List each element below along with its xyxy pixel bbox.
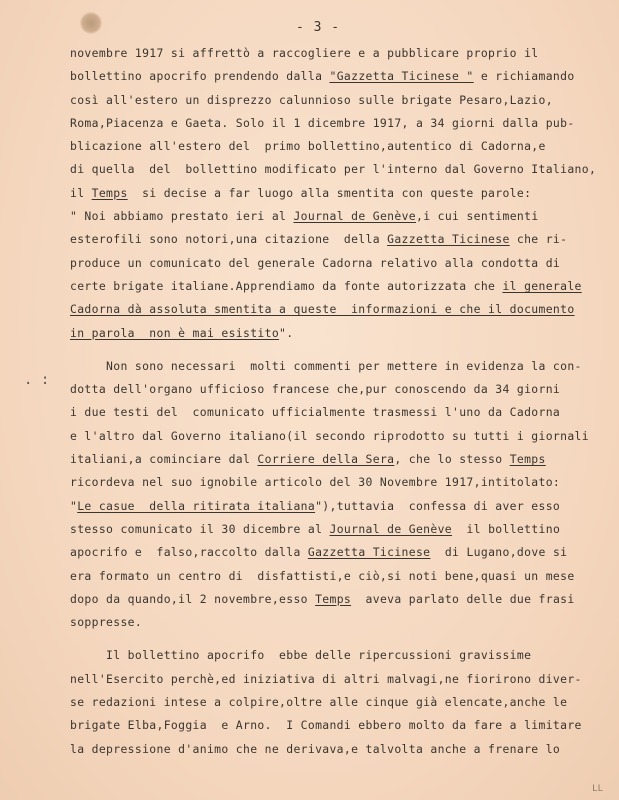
text-segment: così all'estero un disprezzo calunnioso sulle brigate Pesaro,Lazio,: [70, 92, 553, 107]
text-segment: dopo da quando,il 2 novembre,esso: [70, 591, 316, 606]
text-line: [70, 518, 590, 541]
text-segment: blicazione all'estero del primo bollettino,autentico di Cadorna,e: [70, 139, 546, 154]
text-line: [70, 275, 590, 298]
text-line: [70, 611, 590, 634]
underlined-text: Le casue della ritirata italiana: [77, 498, 316, 513]
text-segment: esterofili sono notori,una citazione della: [70, 232, 388, 247]
text-segment: soppresse.: [70, 615, 143, 630]
underlined-text: Temps: [91, 185, 128, 200]
text-segment: Roma,Piacenza e Gaeta. Solo il 1 dicembre 1917, a 34 giorni dalla pub-: [70, 115, 575, 130]
text-segment: i due testi del comunicato ufficialmente trasmessi l'uno da Cadorna: [70, 405, 561, 420]
text-line: [70, 65, 590, 88]
text-segment: la depressione d'animo che ne derivava,e talvolta anche a frenare lo: [70, 741, 561, 756]
text-segment: bollettino apocrifo prendendo dalla: [70, 69, 330, 84]
text-line: [70, 495, 590, 518]
document-body: [70, 42, 597, 761]
paragraph: [70, 644, 590, 760]
underlined-text: Temps: [509, 452, 546, 467]
text-line: [70, 644, 590, 667]
text-segment: Non sono necessari molti commenti per mettere in evidenza la con-: [70, 358, 582, 373]
text-segment: ,i cui sentimenti: [416, 209, 539, 224]
text-line: [70, 158, 597, 181]
text-line: [70, 738, 590, 761]
text-line: [70, 135, 590, 158]
text-segment: certe brigate italiane.Apprendiamo da fonte autorizzata che: [70, 278, 503, 293]
margin-marks: . :: [24, 372, 50, 388]
text-line: [70, 565, 590, 588]
text-segment: di quella del bollettino modificato per l'interno dal Governo Italiano,: [70, 162, 597, 177]
text-line: [70, 471, 590, 494]
underlined-text: Temps: [315, 591, 352, 606]
text-segment: il: [70, 185, 92, 200]
text-line: [70, 401, 590, 424]
text-line: [70, 112, 590, 135]
corner-mark: LL: [592, 784, 603, 794]
text-segment: apocrifo e falso,raccolto dalla: [70, 545, 308, 560]
underlined-text: Gazzetta Ticinese: [307, 545, 431, 560]
text-line: [70, 448, 590, 471]
underlined-text: Journal de Genève: [329, 521, 453, 536]
text-segment: " Noi abbiamo prestato ieri al: [70, 209, 294, 224]
text-line: [70, 588, 590, 611]
text-line: [70, 425, 590, 448]
text-segment: dotta dell'organo ufficioso francese che,pur conoscendo da 34 giorni: [70, 382, 561, 397]
underlined-text: "Gazzetta Ticinese ": [329, 69, 474, 84]
text-line: [70, 668, 590, 691]
text-segment: se redazioni intese a colpire,oltre alle cinque già elencate,anche le: [70, 695, 568, 710]
paragraph-gap: [70, 634, 590, 644]
text-line: [70, 182, 590, 205]
underlined-text: in parola non è mai esistito: [70, 325, 280, 340]
text-segment: il bollettino: [452, 521, 561, 536]
text-line: [70, 355, 590, 378]
underlined-text: Journal de Genève: [293, 209, 416, 224]
text-line: [70, 541, 590, 564]
paragraph: [70, 42, 597, 345]
text-segment: novembre 1917 si affrettò a raccogliere e a pubblicare proprio il: [70, 46, 539, 60]
text-segment: si decise a far luogo alla smentita con queste parole:: [127, 185, 532, 200]
text-line: [70, 89, 590, 112]
text-line: [70, 378, 590, 401]
paragraph: [70, 355, 590, 635]
text-segment: che ri-: [509, 232, 568, 247]
text-segment: aveva parlato delle due frasi: [351, 591, 575, 606]
text-segment: Il bollettino apocrifo ebbe delle ripercussioni gravissime: [70, 648, 532, 663]
underlined-text: Cadorna dà assoluta smentita a queste informazioni e che il documento: [70, 302, 575, 317]
underlined-text: Corriere della Sera: [257, 452, 395, 467]
text-segment: nell'Esercito perchè,ed iniziativa di altri malvagi,ne fiorirono diver-: [70, 671, 582, 686]
text-line: [70, 42, 590, 65]
text-segment: , che lo stesso: [394, 452, 510, 467]
text-segment: di Lugano,dove si: [430, 545, 568, 560]
text-segment: stesso comunicato il 30 dicembre al: [70, 521, 330, 536]
underlined-text: il generale: [502, 278, 582, 293]
text-segment: e richiamando: [473, 69, 575, 84]
text-segment: italiani,a cominciare dal: [70, 452, 258, 467]
text-segment: brigate Elba,Foggia e Arno. I Comandi ebbero molto da fare a limitare: [70, 718, 582, 733]
punch-hole-mark: [80, 12, 102, 34]
text-segment: ": [70, 498, 78, 513]
text-line: [70, 322, 590, 345]
text-segment: ricordeva nel suo ignobile articolo del 30 Novembre 1917,intitolato:: [70, 475, 561, 490]
text-segment: ".: [279, 325, 294, 340]
text-line: [70, 691, 590, 714]
paragraph-gap: [70, 345, 590, 355]
page-number: - 3 -: [296, 20, 341, 35]
text-line: [70, 298, 590, 321]
text-segment: "),tuttavia confessa di aver esso: [315, 498, 561, 513]
text-line: [70, 228, 590, 251]
text-segment: era formato un centro di disfattisti,e ciò,si noti bene,quasi un mese: [70, 568, 575, 583]
text-segment: e l'altro dal Governo italiano(il secondo riprodotto su tutti i giornali: [70, 428, 589, 443]
text-line: [70, 252, 590, 275]
text-line: [70, 205, 590, 228]
underlined-text: Gazzetta Ticinese: [387, 232, 510, 247]
text-segment: produce un comunicato del generale Cadorna relativo alla condotta di: [70, 255, 561, 270]
text-line: [70, 714, 590, 737]
